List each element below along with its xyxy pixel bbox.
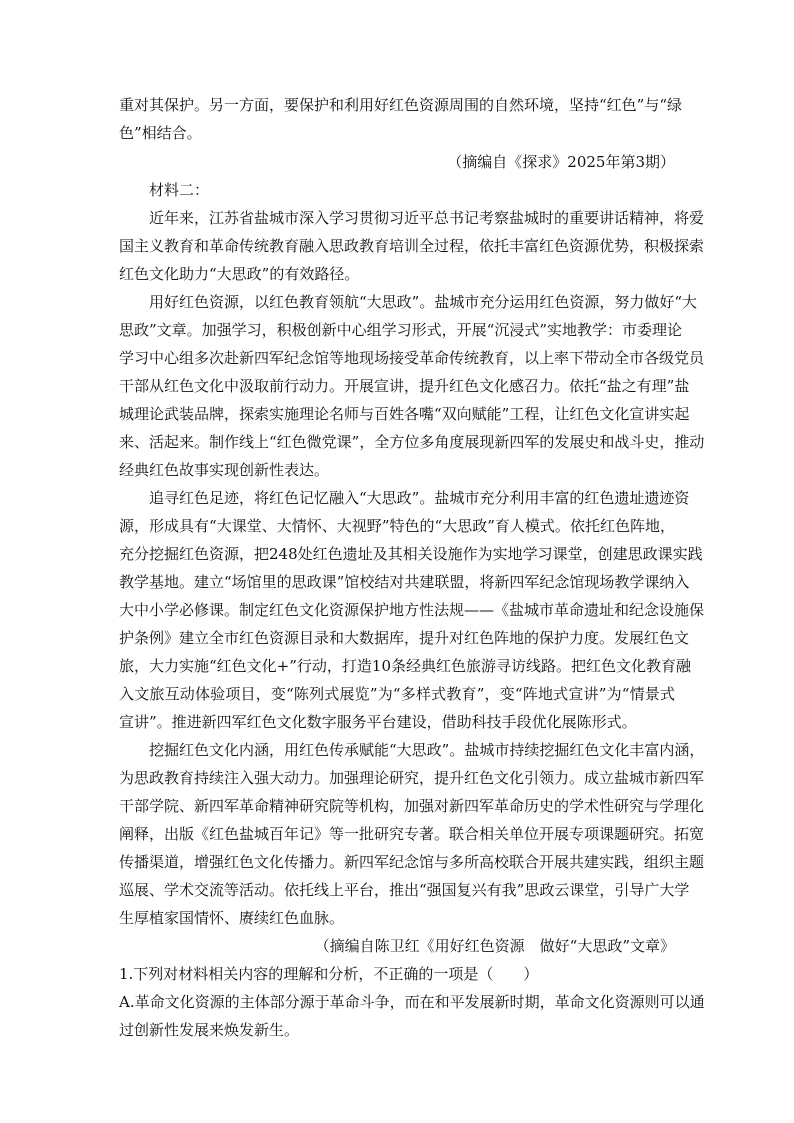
text-line: 学习中心组多次赴新四军纪念馆等地现场接受革命传统教育，以上率下带动全市各级党员 — [119, 349, 705, 367]
option-a-line: 过创新性发展来焕发新生。 — [119, 1021, 300, 1039]
source-citation: （摘编自《探求》2025年第3期） — [447, 153, 675, 171]
text-line: 干部学院、新四军革命精神研究院等机构，加强对新四军革命历史的学术性研究与学理化 — [119, 797, 705, 815]
text-line: 巡展、学术交流等活动。依托线上平台，推出“强国复兴有我”思政云课堂，引导广大学 — [119, 881, 690, 899]
text-line: 入文旅互动体验项目，变“陈列式展览”为“多样式教育”，变“阵地式宣讲”为“情景式 — [119, 685, 675, 703]
text-line: 为思政教育持续注入强大动力。加强理论研究，提升红色文化引领力。成立盐城市新四军 — [119, 769, 705, 787]
text-line: 色”相结合。 — [119, 124, 202, 142]
source-citation: （摘编自陈卫红《用好红色资源 做好“大思政”文章》 — [314, 937, 675, 955]
text-line: 大中小学必修课。制定红色文化资源保护地方性法规——《盐城市革命遗址和纪念设施保 — [119, 601, 705, 619]
text-line: 宣讲”。推进新四军红色文化数字服务平台建设，借助科技手段优化展陈形式。 — [119, 713, 637, 731]
text-line: 城理论武装品牌，探索实施理论名师与百姓各嘴“双向赋能”工程，让红色文化宣讲实起 — [119, 405, 690, 423]
text-line: 国主义教育和革命传统教育融入思政教育培训全过程，依托丰富红色资源优势，积极探索 — [119, 237, 705, 255]
text-line: 教学基地。建立“场馆里的思政课”馆校结对共建联盟，将新四军纪念馆现场教学课纳入 — [119, 573, 690, 591]
option-a-line: A.革命文化资源的主体部分源于革命斗争，而在和平发展新时期，革命文化资源则可以通 — [119, 993, 705, 1011]
text-line: 干部从红色文化中汲取前行动力。开展宣讲，提升红色文化感召力。依托“盐之有理”盐 — [119, 377, 690, 395]
text-line: 来、活起来。制作线上“红色微党课”，全方位多角度展现新四军的发展史和战斗史，推动 — [119, 433, 705, 451]
text-line: 挖掘红色文化内涵，用红色传承赋能“大思政”。盐城市持续挖掘红色文化丰富内涵， — [149, 741, 705, 759]
text-line: 传播渠道，增强红色文化传播力。新四军纪念馆与多所高校联合开展共建实践，组织主题 — [119, 853, 705, 871]
text-line: 阐释，出版《红色盐城百年记》等一批研究专著。联合相关单位开展专项课题研究。拓宽 — [119, 825, 705, 843]
text-line: 生厚植家国情怀、赓续红色血脉。 — [119, 909, 345, 927]
section-heading: 材料二： — [149, 181, 210, 199]
question-stem: 1.下列对材料相关内容的理解和分析，不正确的一项是（ ） — [119, 965, 539, 983]
text-line: 重对其保护。另一方面，要保护和利用好红色资源周围的自然环境，坚持“红色”与“绿 — [119, 96, 683, 114]
text-line: 旅，大力实施“红色文化+”行动，打造10条经典红色旅游寻访线路。把红色文化教育融 — [119, 657, 691, 675]
text-line: 近年来，江苏省盐城市深入学习贯彻习近平总书记考察盐城时的重要讲话精神，将爱 — [149, 209, 705, 227]
text-line: 源，形成具有“大课堂、大情怀、大视野”特色的“大思政”育人模式。依托红色阵地， — [119, 517, 675, 535]
text-line: 经典红色故事实现创新性表达。 — [119, 461, 330, 479]
text-line: 充分挖掘红色资源，把248处红色遗址及其相关设施作为实地学习课堂，创建思政课实践 — [119, 545, 703, 563]
text-line: 红色文化助力“大思政”的有效路径。 — [119, 265, 360, 283]
text-line: 思政”文章。加强学习，积极创新中心组学习形式，开展“沉浸式”实地教学：市委理论 — [119, 321, 683, 339]
text-line: 用好红色资源，以红色教育领航“大思政”。盐城市充分运用红色资源，努力做好“大 — [149, 293, 698, 311]
text-line: 追寻红色足迹，将红色记忆融入“大思政”。盐城市充分利用丰富的红色遗址遗迹资 — [149, 489, 690, 507]
text-line: 护条例》建立全市红色资源目录和大数据库，提升对红色阵地的保护力度。发展红色文 — [119, 629, 690, 647]
